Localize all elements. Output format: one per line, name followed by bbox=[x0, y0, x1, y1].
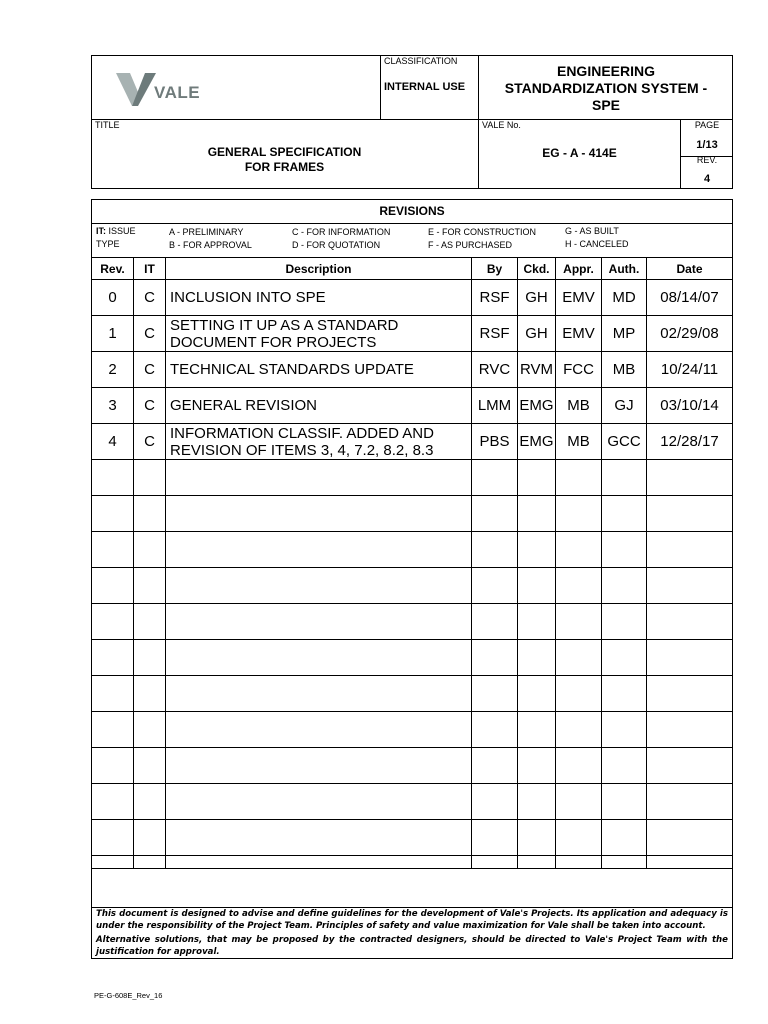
cell-it: C bbox=[134, 388, 166, 424]
cell-date: 12/28/17 bbox=[647, 424, 733, 460]
description-line1: INCLUSION INTO SPE bbox=[170, 289, 326, 306]
cell-by bbox=[472, 532, 518, 568]
empty-revision-row bbox=[92, 640, 733, 676]
document-title-line2: FOR FRAMES bbox=[244, 160, 325, 174]
classification-value: INTERNAL USE bbox=[384, 81, 466, 93]
system-title-line1: ENGINEERING bbox=[556, 63, 655, 79]
cell-ckd bbox=[518, 640, 556, 676]
cell-appr bbox=[556, 532, 602, 568]
col-it: IT bbox=[134, 258, 166, 280]
empty-revision-row bbox=[92, 820, 733, 856]
empty-revision-row bbox=[92, 856, 733, 869]
cell-by bbox=[472, 748, 518, 784]
revision-row bbox=[92, 388, 733, 424]
legend-item-e: E - FOR CONSTRUCTION bbox=[428, 227, 536, 237]
revision-row bbox=[92, 280, 733, 316]
cell-it bbox=[134, 676, 166, 712]
cell-rev bbox=[92, 568, 134, 604]
cell-rev: 2 bbox=[92, 352, 134, 388]
cell-rev bbox=[92, 640, 134, 676]
cell-appr bbox=[556, 568, 602, 604]
legend-item-f: F - AS PURCHASED bbox=[428, 240, 513, 250]
cell-auth: MD bbox=[602, 280, 647, 316]
legend-item-c: C - FOR INFORMATION bbox=[292, 227, 391, 237]
cell-desc bbox=[166, 712, 472, 748]
cell-auth bbox=[602, 640, 647, 676]
cell-date bbox=[647, 820, 733, 856]
cell-date bbox=[647, 460, 733, 496]
cell-desc bbox=[166, 748, 472, 784]
legend-type: TYPE bbox=[96, 239, 120, 249]
cell-ckd bbox=[518, 568, 556, 604]
form-code: PE-G-608E_Rev_16 bbox=[94, 991, 163, 1000]
cell-appr: MB bbox=[556, 388, 602, 424]
cell-ckd: EMG bbox=[518, 388, 556, 424]
cell-by bbox=[472, 712, 518, 748]
cell-date bbox=[647, 856, 733, 869]
cell-by bbox=[472, 640, 518, 676]
cell-by bbox=[472, 460, 518, 496]
cell-appr: EMV bbox=[556, 280, 602, 316]
empty-revision-row bbox=[92, 496, 733, 532]
empty-revision-row bbox=[92, 676, 733, 712]
disclaimer-note: This document is designed to advise and define guidelines for the development of Vale's Projects. Its application and adequacy is under the responsibility of the Project Team. Principles of safety and value maximization for Vale shall be taken into account. bbox=[96, 909, 728, 931]
cell-by: PBS bbox=[472, 424, 518, 460]
description-line1: SETTING IT UP AS A STANDARD bbox=[170, 316, 399, 334]
cell-date bbox=[647, 640, 733, 676]
cell-rev bbox=[92, 496, 134, 532]
cell-it bbox=[134, 460, 166, 496]
cell-date bbox=[647, 532, 733, 568]
cell-ckd bbox=[518, 496, 556, 532]
cell-it bbox=[134, 568, 166, 604]
cell-date bbox=[647, 712, 733, 748]
description-line1: INFORMATION CLASSIF. ADDED AND bbox=[170, 424, 434, 442]
empty-revision-row bbox=[92, 712, 733, 748]
cell-appr bbox=[556, 676, 602, 712]
cell-date bbox=[647, 568, 733, 604]
empty-revision-row bbox=[92, 568, 733, 604]
cell-desc bbox=[166, 784, 472, 820]
cell-it: C bbox=[134, 280, 166, 316]
page-label: PAGE bbox=[694, 120, 720, 130]
empty-revision-row bbox=[92, 460, 733, 496]
cell-rev: 0 bbox=[92, 280, 134, 316]
cell-desc bbox=[166, 388, 472, 424]
system-title-line3: SPE bbox=[591, 97, 620, 113]
revision-row bbox=[92, 352, 733, 388]
cell-date: 03/10/14 bbox=[647, 388, 733, 424]
cell-it: C bbox=[134, 424, 166, 460]
rev-value: 4 bbox=[703, 173, 711, 185]
cell-by bbox=[472, 784, 518, 820]
col-appr: Appr. bbox=[556, 258, 602, 280]
cell-by: RSF bbox=[472, 316, 518, 352]
cell-rev bbox=[92, 604, 134, 640]
title-label: TITLE bbox=[95, 120, 120, 130]
legend-item-b: B - FOR APPROVAL bbox=[169, 240, 252, 250]
cell-appr bbox=[556, 784, 602, 820]
cell-it bbox=[134, 496, 166, 532]
revisions-table bbox=[91, 257, 733, 869]
legend-it-label: IT: ISSUE bbox=[96, 226, 136, 236]
vale-logo bbox=[116, 70, 216, 110]
cell-ckd: EMG bbox=[518, 424, 556, 460]
cell-date: 10/24/11 bbox=[647, 352, 733, 388]
cell-ckd bbox=[518, 784, 556, 820]
cell-by: RVC bbox=[472, 352, 518, 388]
cell-by bbox=[472, 604, 518, 640]
cell-rev bbox=[92, 748, 134, 784]
cell-appr bbox=[556, 640, 602, 676]
cell-date bbox=[647, 784, 733, 820]
cell-auth bbox=[602, 568, 647, 604]
description-line1: GENERAL REVISION bbox=[170, 397, 317, 414]
cell-it: C bbox=[134, 352, 166, 388]
cell-ckd: GH bbox=[518, 316, 556, 352]
empty-revision-row bbox=[92, 748, 733, 784]
cell-ckd: RVM bbox=[518, 352, 556, 388]
cell-appr bbox=[556, 820, 602, 856]
cell-date bbox=[647, 604, 733, 640]
col-ckd: Ckd. bbox=[518, 258, 556, 280]
cell-desc bbox=[166, 604, 472, 640]
cell-ckd bbox=[518, 676, 556, 712]
cell-rev bbox=[92, 712, 134, 748]
cell-by: LMM bbox=[472, 388, 518, 424]
cell-appr bbox=[556, 496, 602, 532]
col-date: Date bbox=[647, 258, 733, 280]
legend-item-a: A - PRELIMINARY bbox=[169, 227, 244, 237]
cell-rev bbox=[92, 820, 134, 856]
cell-it bbox=[134, 532, 166, 568]
cell-it bbox=[134, 784, 166, 820]
cell-ckd bbox=[518, 604, 556, 640]
cell-auth bbox=[602, 496, 647, 532]
cell-by bbox=[472, 568, 518, 604]
cell-auth bbox=[602, 748, 647, 784]
rev-label: REV. bbox=[696, 155, 718, 165]
cell-it: C bbox=[134, 316, 166, 352]
cell-rev bbox=[92, 784, 134, 820]
legend-item-h: H - CANCELED bbox=[565, 239, 629, 249]
cell-desc bbox=[166, 496, 472, 532]
empty-revision-row bbox=[92, 784, 733, 820]
cell-rev: 1 bbox=[92, 316, 134, 352]
cell-by: RSF bbox=[472, 280, 518, 316]
cell-date bbox=[647, 496, 733, 532]
cell-appr: EMV bbox=[556, 316, 602, 352]
system-title-line2: STANDARDIZATION SYSTEM - bbox=[504, 80, 708, 96]
cell-by bbox=[472, 676, 518, 712]
vale-no-label: VALE No. bbox=[482, 120, 521, 130]
description-line2: DOCUMENT FOR PROJECTS bbox=[170, 333, 377, 351]
system-title bbox=[479, 63, 733, 114]
document-title-line1: GENERAL SPECIFICATION bbox=[207, 145, 362, 159]
cell-appr: FCC bbox=[556, 352, 602, 388]
cell-rev bbox=[92, 532, 134, 568]
cell-auth bbox=[602, 856, 647, 869]
cell-it bbox=[134, 640, 166, 676]
cell-desc bbox=[166, 640, 472, 676]
revision-row bbox=[92, 424, 733, 460]
cell-ckd bbox=[518, 820, 556, 856]
cell-rev bbox=[92, 676, 134, 712]
cell-desc bbox=[166, 316, 472, 352]
cell-by bbox=[472, 496, 518, 532]
cell-auth bbox=[602, 604, 647, 640]
cell-ckd bbox=[518, 856, 556, 869]
cell-ckd: GH bbox=[518, 280, 556, 316]
cell-desc bbox=[166, 676, 472, 712]
cell-auth bbox=[602, 820, 647, 856]
cell-rev: 3 bbox=[92, 388, 134, 424]
cell-date: 02/29/08 bbox=[647, 316, 733, 352]
cell-appr bbox=[556, 856, 602, 869]
cell-date bbox=[647, 748, 733, 784]
cell-desc bbox=[166, 856, 472, 869]
table-header-row bbox=[92, 258, 733, 280]
cell-ckd bbox=[518, 460, 556, 496]
description-line2: REVISION OF ITEMS 3, 4, 7.2, 8.2, 8.3 bbox=[170, 441, 434, 459]
cell-rev: 4 bbox=[92, 424, 134, 460]
cell-it bbox=[134, 748, 166, 784]
empty-revision-row bbox=[92, 532, 733, 568]
classification-label: CLASSIFICATION bbox=[384, 56, 458, 66]
cell-auth: MP bbox=[602, 316, 647, 352]
col-auth: Auth. bbox=[602, 258, 647, 280]
cell-ckd bbox=[518, 532, 556, 568]
company-name: VALE bbox=[154, 83, 201, 102]
cell-desc bbox=[166, 532, 472, 568]
cell-desc bbox=[166, 280, 472, 316]
cell-auth bbox=[602, 532, 647, 568]
vale-no-value: EG - A - 414E bbox=[542, 146, 617, 160]
cell-auth: MB bbox=[602, 352, 647, 388]
cell-appr bbox=[556, 460, 602, 496]
col-by: By bbox=[472, 258, 518, 280]
empty-revision-row bbox=[92, 604, 733, 640]
cell-ckd bbox=[518, 712, 556, 748]
description-line1: TECHNICAL STANDARDS UPDATE bbox=[170, 361, 414, 378]
cell-desc bbox=[166, 568, 472, 604]
cell-date: 08/14/07 bbox=[647, 280, 733, 316]
vale-logo-icon bbox=[116, 70, 156, 108]
cell-it bbox=[134, 856, 166, 869]
cell-auth: GJ bbox=[602, 388, 647, 424]
alternative-solutions-note: Alternative solutions, that may be proposed by the contracted designers, should be directed to Vale's Project Team with the justification for approval. bbox=[96, 935, 728, 957]
cell-auth: GCC bbox=[602, 424, 647, 460]
document-title bbox=[91, 145, 478, 175]
cell-it bbox=[134, 712, 166, 748]
cell-rev bbox=[92, 460, 134, 496]
col-description: Description bbox=[166, 258, 472, 280]
cell-auth bbox=[602, 460, 647, 496]
cell-desc bbox=[166, 460, 472, 496]
page-value: 1/13 bbox=[696, 139, 718, 151]
cell-date bbox=[647, 676, 733, 712]
cell-it bbox=[134, 604, 166, 640]
cell-by bbox=[472, 856, 518, 869]
cell-auth bbox=[602, 712, 647, 748]
cell-desc bbox=[166, 820, 472, 856]
cell-appr bbox=[556, 748, 602, 784]
cell-desc bbox=[166, 352, 472, 388]
cell-auth bbox=[602, 676, 647, 712]
cell-appr bbox=[556, 604, 602, 640]
revision-row bbox=[92, 316, 733, 352]
cell-appr bbox=[556, 712, 602, 748]
cell-auth bbox=[602, 784, 647, 820]
col-rev: Rev. bbox=[92, 258, 134, 280]
cell-rev bbox=[92, 856, 134, 869]
legend-item-g: G - AS BUILT bbox=[565, 226, 619, 236]
legend-item-d: D - FOR QUOTATION bbox=[292, 240, 381, 250]
cell-desc bbox=[166, 424, 472, 460]
cell-ckd bbox=[518, 748, 556, 784]
cell-appr: MB bbox=[556, 424, 602, 460]
cell-it bbox=[134, 820, 166, 856]
cell-by bbox=[472, 820, 518, 856]
revisions-heading: REVISIONS bbox=[379, 204, 445, 218]
